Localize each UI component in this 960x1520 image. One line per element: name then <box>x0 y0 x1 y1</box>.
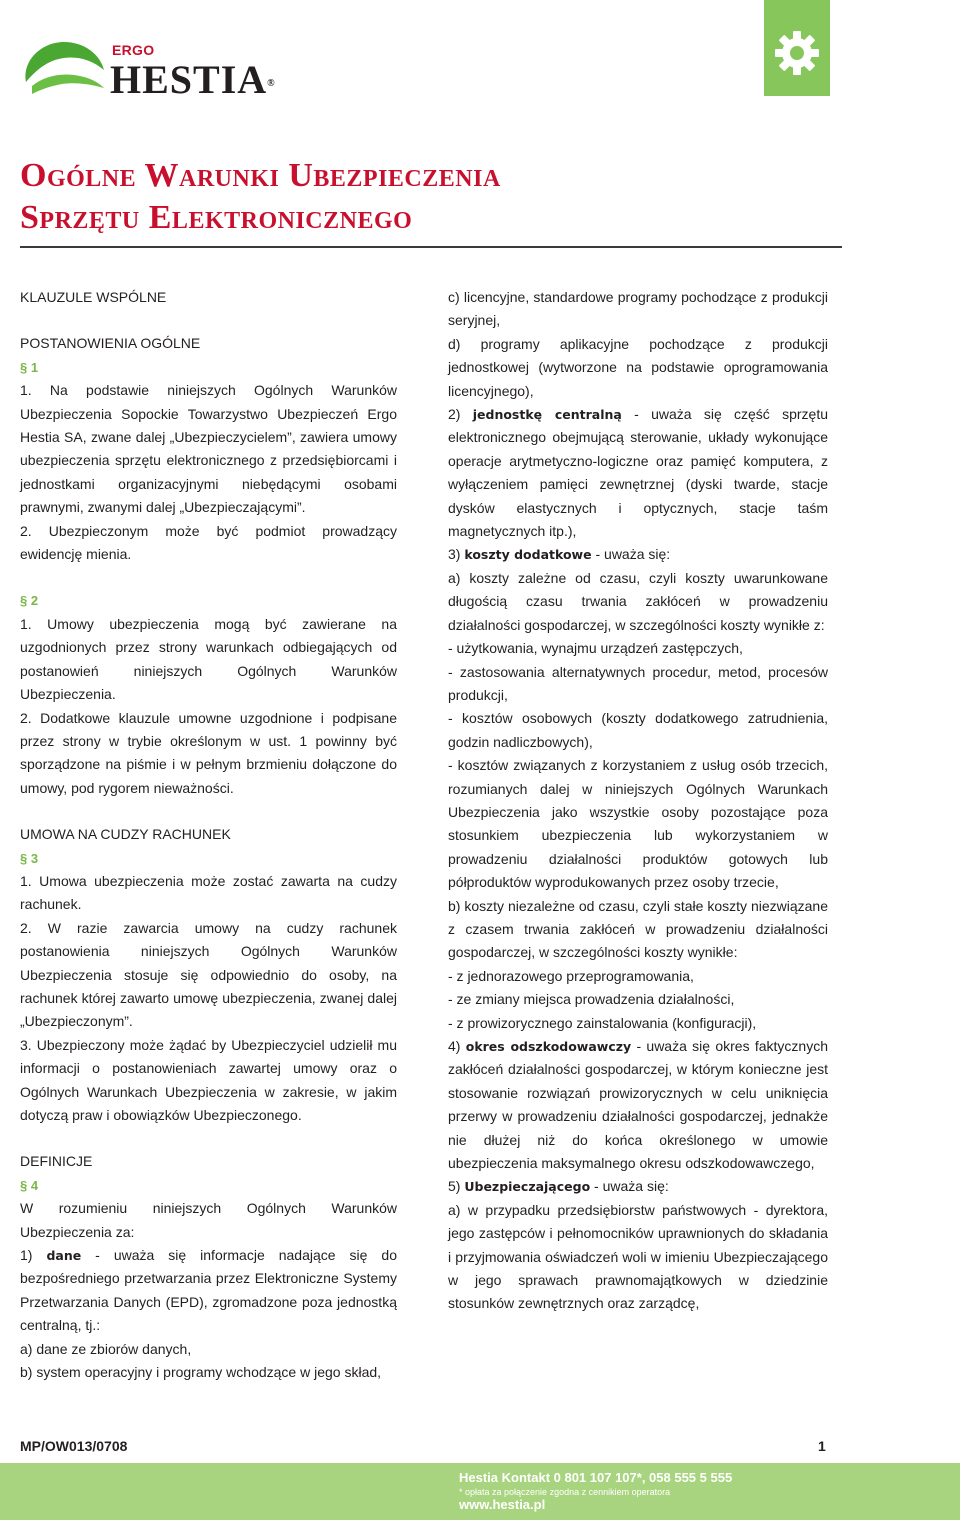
paragraph-4-1a: a) dane ze zbiorów danych, <box>20 1340 192 1357</box>
definition-5a: a) w przypadku przedsiębiorstw państwowych - dyrektora, jego zastępców i pełnomocników uprawnionych do składania i przyjmowania oświadczeń woli w imieniu Ubezpieczającego w jego sprawach prawnomajątkowych w dziedzinie stosunków zewnętrznych oraz zarządcę, <box>448 1201 828 1312</box>
paragraph-3-1: 1. Umowa ubezpieczenia może zostać zawarta na cudzy rachunek. <box>20 872 397 913</box>
definition-3a: a) koszty zależne od czasu, czyli koszty uwarunkowane długością czasu trwania zakłóceń w prowadzeniu działalności gospodarczej, w szczególności koszty wynikłe z: <box>448 569 828 633</box>
term-koszty-dodatkowe: koszty dodatkowe <box>464 547 592 563</box>
term-jednostka-centralna: jednostkę centralną <box>472 407 622 423</box>
paragraph-4-1: 1) dane - uważa się informacje nadające się do bezpośredniego przetwarzania przez Elektroniczne Systemy Przetwarzania Danych (EPD), zgromadzone poza jednostką centralną, tj.: <box>20 1247 397 1334</box>
paragraph-4-intro: W rozumieniu niniejszych Ogólnych Warunków Ubezpieczenia za: <box>20 1200 397 1240</box>
logo-swoosh-icon <box>18 36 108 102</box>
item-c: c) licencyjne, standardowe programy pochodzące z produkcji seryjnej, <box>448 289 828 329</box>
logo-ergo-text: ERGO <box>112 42 155 58</box>
definition-4: 4) okres odszkodowawczy - uważa się okres faktycznych zakłóceń działalności gospodarczej, w którym konieczne jest stosowanie rozwiązań prowizorycznych w celu uniknięcia przerwy w prowadzeniu działalności gospodarczej, jednakże nie dłużej niż do końca określonego w umowie ubezpieczenia maksymalnego okresu odszkodowawczego, <box>448 1038 828 1172</box>
gear-tab <box>764 0 830 96</box>
definition-2: 2) jednostkę centralną - uważa się część sprzętu elektronicznego obejmującą sterowanie, układy wykonujące operacje arytmetyczno-logiczne oraz pamięć komputera, z wyłączeniem pamięci zewnętrznej (dyski twarde, stacje dysków elastycznych i optycznych, stacje taśm magnetycznych itp.), <box>448 406 828 540</box>
definition-5: 5) Ubezpieczającego - uważa się: <box>448 1178 669 1195</box>
title-divider <box>20 246 842 248</box>
section-1-marker: § 1 <box>20 359 39 375</box>
item-d: d) programy aplikacyjne pochodzące z produkcji jednostkowej (wytworzone na podstawie oprogramowania licencyjnego), <box>448 335 828 399</box>
definition-3b-2: - ze zmiany miejsca prowadzenia działalności, <box>448 991 735 1008</box>
heading-postanowienia: POSTANOWIENIA OGÓLNE <box>20 335 201 352</box>
heading-definicje: DEFINICJE <box>20 1153 93 1170</box>
hestia-logo <box>18 36 276 102</box>
footer-website-link[interactable]: www.hestia.pl <box>459 1497 546 1512</box>
definition-3: 3) koszty dodatkowe - uważa się: <box>448 546 671 563</box>
term-okres-odszkodowawczy: okres odszkodowawczy <box>465 1039 632 1054</box>
definition-3b-3: - z prowizorycznego zainstalowania (konfiguracji), <box>448 1014 757 1031</box>
page-number: 1 <box>818 1438 826 1454</box>
term-ubezpieczajacego: Ubezpieczającego <box>464 1179 591 1195</box>
paragraph-3-2: 2. W razie zawarcia umowy na cudzy rachunek postanowienia niniejszych Ogólnych Warunków Ubezpieczenia stosuje się odpowiednio do osoby, na rachunek której zawarto umowę ubezpieczenia, zwanej dalej „Ubezpieczonym”. <box>20 919 397 1030</box>
title-line-2: Sprzętu Elektronicznego <box>20 199 413 236</box>
gear-icon <box>774 30 820 76</box>
paragraph-4-1b: b) system operacyjny i programy wchodzące w jego skład, <box>20 1364 382 1381</box>
definition-3a-4: - kosztów związanych z korzystaniem z usług osób trzecich, rozumianych dalej w niniejszych Ogólnych Warunkach Ubezpieczenia jako wszystkie osoby pozostające poza stosunkiem ubezpieczenia lub wykorzystaniem w prowadzeniu działalności produktów gotowych lub półproduktów wyprodukowanych przez osoby trzecie, <box>448 757 828 891</box>
left-column <box>20 286 397 1384</box>
document-title <box>20 155 501 239</box>
title-line-1: Ogólne Warunki Ubezpieczenia <box>20 157 501 194</box>
definition-3b-1: - z jednorazowego przeprogramowania, <box>448 967 694 984</box>
paragraph-3-3: 3. Ubezpieczony może żądać by Ubezpieczyciel udzielił mu informacji o postanowieniach zawartej umowy oraz o Ogólnych Warunkach Ubezpieczenia w zakresie, w jakim dotyczą praw i obowiązków Ubezpieczonego. <box>20 1036 397 1123</box>
section-4-marker: § 4 <box>20 1177 39 1193</box>
heading-klauzule: KLAUZULE WSPÓLNE <box>20 289 167 305</box>
paragraph-2-2: 2. Dodatkowe klauzule umowne uzgodnione i podpisane przez strony w trybie określonym w ust. 1 powinny być sporządzone na piśmie i w pełnym brzmieniu dołączone do umowy, pod rygorem nieważności. <box>20 709 397 796</box>
right-column <box>448 286 828 1316</box>
definition-3a-1: - użytkowania, wynajmu urządzeń zastępczych, <box>448 640 743 657</box>
section-2-marker: § 2 <box>20 593 39 609</box>
paragraph-1-2: 2. Ubezpieczonym może być podmiot prowadzący ewidencję mienia. <box>20 522 397 563</box>
footer-note: * opłata za połączenie zgodna z cennikiem operatora <box>459 1487 671 1497</box>
heading-umowa: UMOWA NA CUDZY RACHUNEK <box>20 826 231 843</box>
paragraph-1-1: 1. Na podstawie niniejszych Ogólnych Warunków Ubezpieczenia Sopockie Towarzystwo Ubezpieczeń Ergo Hestia SA, zwane dalej „Ubezpieczycielem”, zawiera umowy ubezpieczenia sprzętu elektronicznego z przedsiębiorcami i jednostkami organizacyjnymi niebędącymi osobami prawnymi, zwanymi dalej „Ubezpieczającymi”. <box>20 382 397 516</box>
document-code: MP/OW013/0708 <box>20 1438 128 1454</box>
paragraph-2-1: 1. Umowy ubezpieczenia mogą być zawierane na uzgodnionych przez strony warunkach odbiegających od postanowień niniejszych Ogólnych Warunków Ubezpieczenia. <box>20 615 397 703</box>
definition-3a-2: - zastosowania alternatywnych procedur, metod, procesów produkcji, <box>448 663 828 703</box>
term-dane: dane <box>46 1248 82 1264</box>
definition-3b: b) koszty niezależne od czasu, czyli stałe koszty niezwiązane z czasem trwania zakłóceń w prowadzeniu działalności gospodarczej, w szczególności koszty wynikłe: <box>448 897 828 961</box>
definition-3a-3: - kosztów osobowych (koszty dodatkowego zatrudnienia, godzin nadliczbowych), <box>448 710 828 750</box>
footer-contact: Hestia Kontakt 0 801 107 107*, 058 555 5 555 <box>459 1470 733 1485</box>
section-3-marker: § 3 <box>20 850 39 866</box>
logo-hestia-text: HESTIA® <box>110 57 276 102</box>
